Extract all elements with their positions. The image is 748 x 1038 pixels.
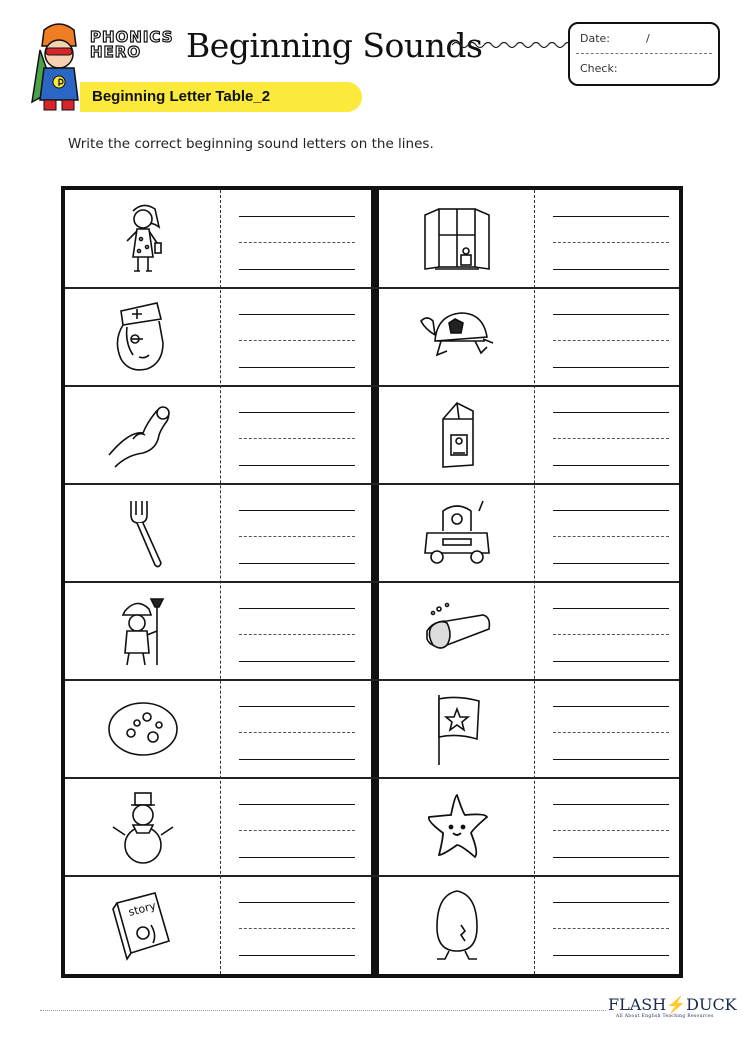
subtitle-banner: [80, 82, 362, 112]
muscle-arm-icon: [103, 395, 183, 475]
writing-line: [239, 563, 355, 564]
writing-lines[interactable]: [239, 680, 355, 777]
midline-dashed: [239, 928, 355, 929]
picture-box: [93, 296, 193, 378]
nurse-icon: [103, 297, 183, 377]
writing-line: [239, 510, 355, 511]
midline-dashed: [553, 732, 669, 733]
picture-box: [93, 688, 193, 770]
worksheet-cell-left: [65, 484, 371, 581]
picture-box: [407, 688, 507, 770]
writing-line: [239, 661, 355, 662]
writing-line: [239, 857, 355, 858]
writing-line: [553, 608, 669, 609]
worksheet-cell-right: [379, 484, 685, 581]
writing-line: [553, 804, 669, 805]
worksheet-table: [61, 186, 683, 978]
flag-icon: [417, 689, 497, 769]
writing-line: [553, 902, 669, 903]
worksheet-cell-right: [379, 190, 685, 287]
brand-line2: HERO: [90, 43, 142, 61]
worksheet-cell-left: [65, 876, 371, 973]
writing-lines[interactable]: [239, 582, 355, 679]
worksheet-cell-right: [379, 582, 685, 679]
worksheet-cell-left: [65, 582, 371, 679]
subtitle: Beginning Letter Table_2: [92, 88, 271, 105]
midline-dashed: [239, 536, 355, 537]
date-label: Date:: [580, 32, 610, 45]
picture-box: [407, 590, 507, 672]
egg-icon: [417, 885, 497, 965]
midline-dashed: [239, 634, 355, 635]
worksheet-cell-right: [379, 778, 685, 875]
check-label: Check:: [580, 62, 618, 75]
book-cover-text: story: [127, 899, 158, 919]
midline-dashed: [553, 928, 669, 929]
lightning-icon: ⚡: [666, 995, 687, 1014]
picture-box: [407, 198, 507, 280]
flashduck-logo: [608, 995, 737, 1019]
picture-box: [93, 884, 193, 966]
chimney-sweep-icon: [103, 591, 183, 671]
writing-line: [553, 367, 669, 368]
picture-box: [407, 884, 507, 966]
writing-lines[interactable]: [553, 484, 669, 581]
writing-line: [553, 412, 669, 413]
worksheet-cell-right: [379, 288, 685, 385]
squiggle-divider-icon: [452, 38, 568, 52]
picture-box: [93, 492, 193, 574]
midline-dashed: [553, 242, 669, 243]
picture-box: [93, 394, 193, 476]
writing-line: [239, 608, 355, 609]
writing-line: [553, 706, 669, 707]
writing-line: [553, 857, 669, 858]
worksheet-cell-left: [65, 680, 371, 777]
cookie-icon: [103, 689, 183, 769]
writing-line: [553, 465, 669, 466]
midline-dashed: [239, 242, 355, 243]
footer-divider: [40, 1010, 606, 1011]
picture-box: [407, 786, 507, 868]
writing-line: [239, 902, 355, 903]
worksheet-cell-right: [379, 680, 685, 777]
writing-lines[interactable]: [239, 288, 355, 385]
writing-line: [239, 216, 355, 217]
brand-line1: PHONICS: [90, 28, 174, 46]
midline-dashed: [553, 830, 669, 831]
snowman-icon: [103, 787, 183, 867]
girl-icon: [103, 199, 183, 279]
midline-dashed: [239, 830, 355, 831]
writing-line: [239, 706, 355, 707]
midline-dashed: [553, 634, 669, 635]
window-icon: [417, 199, 497, 279]
worksheet-cell-left: [65, 190, 371, 287]
midline-dashed: [239, 732, 355, 733]
writing-line: [239, 804, 355, 805]
picture-box: [407, 394, 507, 476]
writing-line: [239, 759, 355, 760]
midline-dashed: [553, 438, 669, 439]
picture-box: [93, 786, 193, 868]
writing-line: [239, 314, 355, 315]
sponge-icon: [417, 591, 497, 671]
worksheet-cell-left: [65, 288, 371, 385]
page-title: Beginning Sounds: [186, 26, 483, 65]
writing-line: [239, 367, 355, 368]
midline-dashed: [553, 340, 669, 341]
date-divider: [576, 53, 712, 54]
writing-line: [239, 955, 355, 956]
column-dashed-divider: [220, 190, 221, 974]
picture-box: [407, 296, 507, 378]
writing-lines[interactable]: [553, 876, 669, 973]
column-dashed-divider: [534, 190, 535, 974]
picture-box: [93, 198, 193, 280]
writing-lines[interactable]: [553, 680, 669, 777]
brand-logo: [90, 30, 182, 60]
writing-lines[interactable]: [239, 876, 355, 973]
midline-dashed: [239, 340, 355, 341]
writing-lines[interactable]: [239, 386, 355, 483]
writing-lines[interactable]: [553, 386, 669, 483]
turtle-icon: [417, 297, 497, 377]
writing-lines[interactable]: [553, 190, 669, 287]
worksheet-cell-right: [379, 876, 685, 973]
writing-lines[interactable]: [239, 190, 355, 287]
writing-line: [553, 563, 669, 564]
writing-line: [553, 269, 669, 270]
milk-carton-icon: [417, 395, 497, 475]
worksheet-cell-left: [65, 386, 371, 483]
worksheet-cell-left: [65, 778, 371, 875]
date-check-box: [568, 22, 720, 86]
picture-box: [93, 590, 193, 672]
logo-left: FLASH: [608, 995, 667, 1014]
picture-box: [407, 492, 507, 574]
writing-lines[interactable]: [553, 582, 669, 679]
writing-line: [239, 412, 355, 413]
midline-dashed: [239, 438, 355, 439]
car-icon: [417, 493, 497, 573]
writing-line: [239, 465, 355, 466]
star-icon: [417, 787, 497, 867]
midline-dashed: [553, 536, 669, 537]
logo-tagline: All About English Teaching Resources: [616, 1014, 714, 1019]
writing-lines[interactable]: [553, 778, 669, 875]
writing-line: [553, 955, 669, 956]
writing-line: [239, 269, 355, 270]
writing-line: [553, 510, 669, 511]
storybook-icon: [103, 885, 183, 965]
writing-line: [553, 216, 669, 217]
logo-right: DUCK: [686, 995, 737, 1014]
date-separator: /: [646, 32, 650, 45]
instructions: Write the correct beginning sound letters on the lines.: [68, 136, 434, 152]
worksheet-cell-right: [379, 386, 685, 483]
writing-line: [553, 314, 669, 315]
fork-icon: [103, 493, 183, 573]
writing-line: [553, 759, 669, 760]
writing-line: [553, 661, 669, 662]
writing-lines[interactable]: [553, 288, 669, 385]
writing-lines[interactable]: [239, 778, 355, 875]
writing-lines[interactable]: [239, 484, 355, 581]
